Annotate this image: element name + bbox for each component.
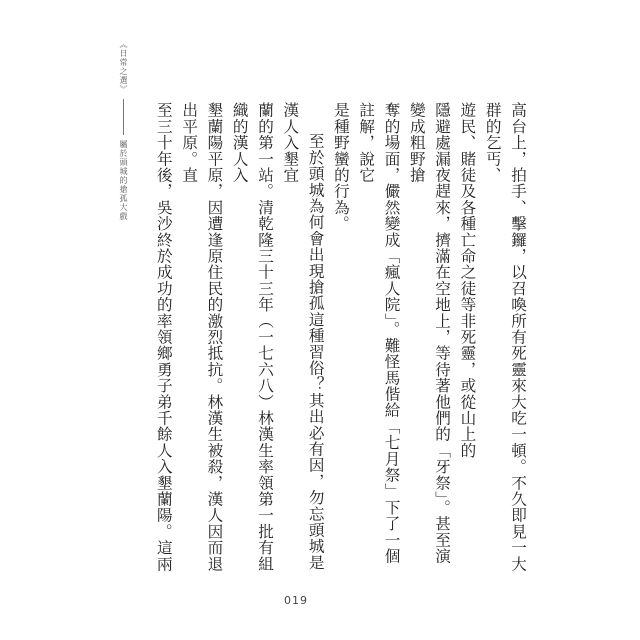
page-number: 019 (284, 594, 308, 607)
book-title: 《日常之選》 (119, 40, 128, 94)
running-header (116, 40, 130, 221)
chapter-title: 屬於頭城的搶孤大戲 (119, 140, 128, 221)
body-text (150, 102, 530, 577)
header-divider (123, 99, 124, 135)
paragraph-1: 高台上，拍手、擊鑼，以召喚所有死靈來大吃一頓。不久即見一大群的乞丐、 遊民、賭徒及各種亡命之徒等非死靈，或從山上的 隱避處漏夜趕來，擠滿在空地上，等待著他們的「牙祭」。甚至演變成粗野搶 奪的場面，儼然變成「瘋人院」。難怪馬偕給「七月祭」下了一個註解，說它 是種野蠻的行為。 (331, 102, 527, 572)
paragraph-2: 至於頭城為何會出現搶孤這種習俗？其出必有因，勿忘頭城是漢人入墾宜 蘭的第一站。清乾隆三十三年（一七六八）林漢生率領第一批有組織的漢人入 墾蘭陽平原，因遭逢原住民的激烈抵抗。林漢生被殺，漢人因而退出平原。直 至三十年後，吳沙終於成功的率領鄉勇子弟千餘人入墾蘭陽。這兩 (154, 102, 325, 572)
